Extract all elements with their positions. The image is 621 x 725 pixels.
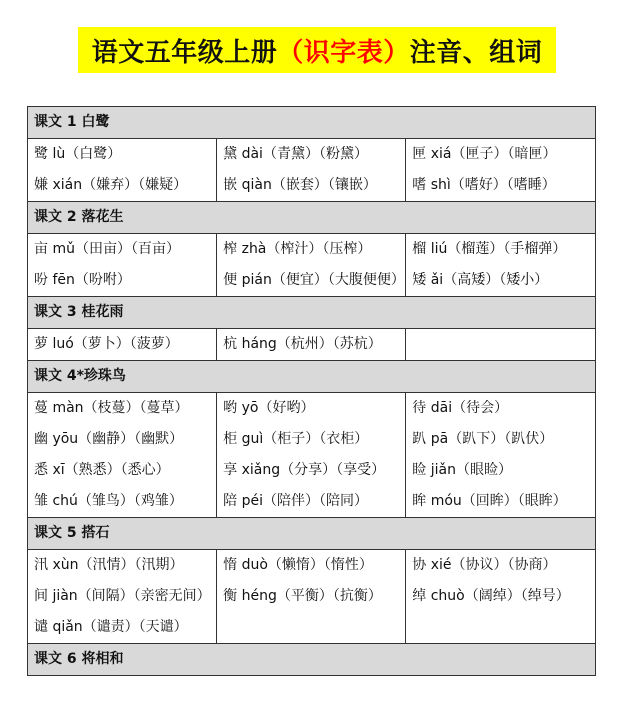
character-entry: 衡 héng（平衡）（抗衡） (223, 588, 382, 604)
lesson-words-row (28, 550, 596, 644)
character-entry: 矮 ǎi（高矮）（矮小） (412, 272, 549, 288)
word-cell (28, 234, 217, 297)
character-entry: 睑 jiǎn（眼睑） (412, 462, 512, 478)
lesson-words-row (28, 329, 596, 361)
character-entry: 柜 guì（柜子）（衣柜） (223, 431, 369, 447)
word-cell (406, 550, 596, 644)
character-entry: 惰 duò（懒惰）（惰性） (223, 557, 373, 573)
word-cell (217, 550, 406, 644)
word-cell (406, 139, 596, 202)
word-cell (406, 393, 596, 518)
lesson-header: 课文 2 落花生 (28, 202, 596, 234)
word-cell (28, 550, 217, 644)
character-entry: 悉 xī（熟悉）（悉心） (34, 462, 170, 478)
lesson-header-row (28, 361, 596, 393)
character-entry: 杭 háng（杭州）（苏杭） (223, 336, 382, 352)
lesson-header: 课文 4*珍珠鸟 (28, 361, 596, 393)
lesson-header: 课文 1 白鹭 (28, 107, 596, 139)
word-cell (217, 329, 406, 361)
character-entry: 匣 xiá（匣子）（暗匣） (412, 146, 557, 162)
lesson-header: 课文 3 桂花雨 (28, 297, 596, 329)
character-entry: 间 jiàn（间隔）（亲密无间） (34, 588, 211, 604)
character-entry: 哟 yō（好哟） (223, 400, 315, 416)
word-cell (28, 393, 217, 518)
word-cell (217, 139, 406, 202)
vocabulary-table (27, 106, 596, 676)
character-entry: 嫌 xián（嫌弃）（嫌疑） (34, 177, 188, 193)
character-entry: 眸 móu（回眸）（眼眸） (412, 493, 567, 509)
character-entry: 鹭 lù（白鹭） (34, 146, 122, 162)
word-cell (28, 329, 217, 361)
lesson-header: 课文 5 搭石 (28, 518, 596, 550)
character-entry: 享 xiǎng（分享）（享受） (223, 462, 386, 478)
lesson-header-row (28, 518, 596, 550)
character-entry: 黛 dài（青黛）（粉黛） (223, 146, 368, 162)
character-entry: 嵌 qiàn（嵌套）（镶嵌） (223, 177, 377, 193)
lesson-header-row (28, 644, 596, 676)
character-entry: 榨 zhà（榨汁）（压榨） (223, 241, 372, 257)
word-cell (28, 139, 217, 202)
word-cell (217, 393, 406, 518)
character-entry: 萝 luó（萝卜）（菠萝） (34, 336, 179, 352)
character-entry: 待 dāi（待会） (412, 400, 509, 416)
lesson-header-row (28, 297, 596, 329)
character-entry: 协 xié（协议）（协商） (412, 557, 557, 573)
character-entry: 亩 mǔ（田亩）（百亩） (34, 241, 180, 257)
lesson-header-row (28, 202, 596, 234)
character-entry: 便 pián（便宜）（大腹便便） (223, 272, 405, 288)
character-entry: 嗜 shì（嗜好）（嗜睡） (412, 177, 556, 193)
character-entry: 趴 pā（趴下）（趴伏） (412, 431, 554, 447)
character-entry: 谴 qiǎn（谴责）（天谴） (34, 619, 188, 635)
title-suffix: 注音、组词 (409, 37, 543, 68)
title-main: 语文五年级上册 (91, 37, 278, 68)
title-accent: （识字表） (277, 37, 410, 68)
lesson-words-row (28, 139, 596, 202)
lesson-header-row (28, 107, 596, 139)
character-entry: 蔓 màn（枝蔓）（蔓草） (34, 400, 189, 416)
lesson-words-row (28, 393, 596, 518)
character-entry: 绰 chuò（阔绰）（绰号） (412, 588, 570, 604)
word-cell (217, 234, 406, 297)
lesson-header: 课文 6 将相和 (28, 644, 596, 676)
character-entry: 榴 liú（榴莲）（手榴弹） (412, 241, 567, 257)
character-entry: 幽 yōu（幽静）（幽默） (34, 431, 184, 447)
lesson-words-row (28, 234, 596, 297)
character-entry: 汛 xùn（汛情）（汛期） (34, 557, 184, 573)
character-entry: 吩 fēn（吩咐） (34, 272, 131, 288)
character-entry: 陪 péi（陪伴）（陪同） (223, 493, 368, 509)
document-title (78, 27, 556, 73)
character-entry: 雏 chú（雏鸟）（鸡雏） (34, 493, 183, 509)
word-cell (406, 329, 596, 361)
word-cell (406, 234, 596, 297)
